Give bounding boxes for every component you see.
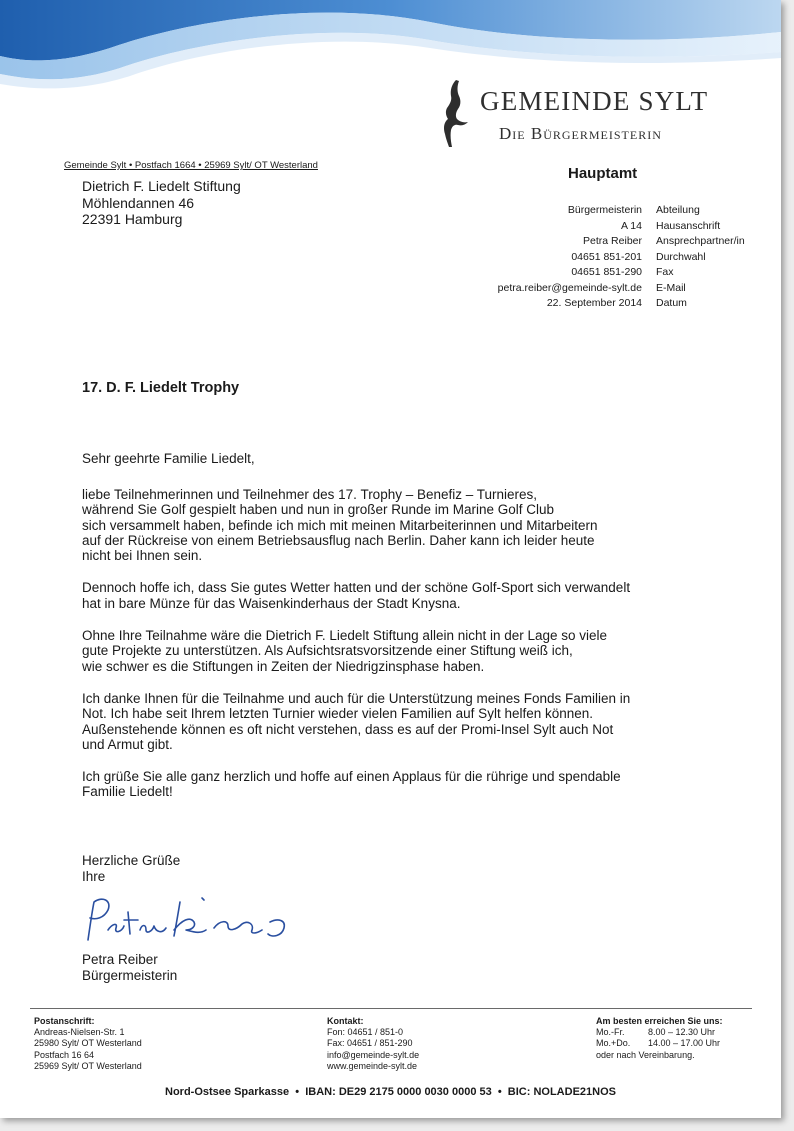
info-row bbox=[470, 265, 745, 281]
recipient-line: Möhlendannen 46 bbox=[82, 194, 195, 211]
body-line: Ich grüße Sie alle ganz herzlich und hoffe auf einen Applaus für die rührige und spendable bbox=[82, 769, 621, 785]
closing-line: Herzliche Grüße bbox=[82, 853, 181, 868]
footer-heading: Am besten erreichen Sie uns: bbox=[596, 1016, 723, 1026]
closing-line: Ihre bbox=[82, 868, 106, 884]
info-row bbox=[470, 296, 745, 312]
salutation: Sehr geehrte Familie Liedelt, bbox=[82, 451, 255, 466]
footer-office-hours bbox=[596, 1016, 723, 1061]
info-row bbox=[470, 250, 745, 266]
letterhead-subtitle: Die Bürgermeisterin bbox=[499, 124, 662, 143]
header-wave bbox=[0, 0, 781, 95]
body-line: Außenstehende können es oft nicht verstehen, dass es auf der Promi-Insel Sylt auch Not bbox=[82, 721, 614, 737]
return-address: Gemeinde Sylt • Postfach 1664 • 25969 Sylt/ OT Westerland bbox=[64, 160, 318, 171]
bank-details: Nord-Ostsee Sparkasse • IBAN: DE29 2175 0000 0030 0000 53 • BIC: NOLADE21NOS bbox=[165, 1086, 616, 1098]
footer-line: Fax: 04651 / 851-290 bbox=[327, 1038, 413, 1049]
info-value: 22. September 2014 bbox=[546, 297, 642, 309]
hours-days: Mo.+Do. bbox=[596, 1038, 631, 1049]
footer-line: 25969 Sylt/ OT Westerland bbox=[34, 1060, 142, 1071]
hours-row bbox=[596, 1027, 723, 1038]
info-row bbox=[470, 234, 745, 250]
info-label: E-Mail bbox=[656, 281, 686, 294]
info-value: 04651 851-201 bbox=[571, 250, 642, 263]
footer-divider bbox=[30, 1008, 752, 1009]
signer-title: Bürgermeisterin bbox=[82, 967, 178, 983]
sender-info-table bbox=[470, 203, 745, 312]
body-line: Ohne Ihre Teilnahme wäre die Dietrich F. Liedelt Stiftung allein nicht in der Lage so viele bbox=[82, 628, 608, 644]
body-line: auf der Rückreise von einem Betriebsausflug nach Berlin. Daher kann ich leider heute bbox=[82, 532, 595, 548]
footer-contact bbox=[327, 1016, 419, 1072]
footer-line: Postfach 16 64 bbox=[34, 1049, 95, 1060]
body-line: Familie Liedelt! bbox=[82, 784, 173, 800]
info-row bbox=[470, 203, 745, 219]
signer bbox=[82, 952, 177, 983]
body-line: nicht bei Ihnen sein. bbox=[82, 548, 203, 564]
info-row bbox=[470, 219, 745, 235]
info-value: Bürgermeisterin bbox=[567, 204, 642, 216]
info-value: petra.reiber@gemeinde-sylt.de bbox=[497, 281, 642, 294]
recipient-address bbox=[82, 178, 241, 228]
body-paragraph bbox=[82, 487, 722, 563]
department-title: Hauptamt bbox=[568, 165, 638, 182]
info-label: Hausanschrift bbox=[656, 219, 721, 232]
handwritten-signature bbox=[82, 890, 302, 950]
body-line: liebe Teilnehmerinnen und Teilnehmer des 17. Trophy – Benefiz – Turnieres, bbox=[82, 487, 538, 502]
info-label: Durchwahl bbox=[656, 250, 706, 263]
body-line: und Armut gibt. bbox=[82, 736, 173, 752]
footer-heading: Postanschrift: bbox=[34, 1016, 95, 1026]
info-value: 04651 851-290 bbox=[571, 266, 642, 278]
letter-subject: 17. D. F. Liedelt Trophy bbox=[82, 380, 240, 396]
recipient-line: Dietrich F. Liedelt Stiftung bbox=[82, 178, 241, 194]
hours-time: 8.00 – 12.30 Uhr bbox=[648, 1027, 716, 1038]
info-row bbox=[470, 281, 745, 297]
footer-postal-address bbox=[34, 1016, 142, 1072]
info-value: A 14 bbox=[620, 219, 642, 232]
body-paragraph bbox=[82, 580, 722, 611]
recipient-line: 22391 Hamburg bbox=[82, 211, 183, 227]
sylt-island-icon bbox=[438, 78, 472, 148]
hours-days: Mo.-Fr. bbox=[596, 1027, 625, 1038]
body-line: Not. Ich habe seit Ihrem letzten Turnier wieder vielen Familien auf Sylt helfen können. bbox=[82, 706, 594, 722]
footer-heading: Kontakt: bbox=[327, 1016, 364, 1026]
hours-row bbox=[596, 1038, 723, 1049]
footer-email-link[interactable]: info@gemeinde-sylt.de bbox=[327, 1049, 420, 1060]
info-label: Datum bbox=[656, 297, 687, 309]
body-line: Dennoch hoffe ich, dass Sie gutes Wetter hatten und der schöne Golf-Sport sich verwandelt bbox=[82, 580, 631, 596]
info-label: Ansprechpartner/in bbox=[656, 235, 745, 247]
hours-note: oder nach Vereinbarung. bbox=[596, 1049, 695, 1060]
footer-line: Fon: 04651 / 851-0 bbox=[327, 1027, 404, 1038]
body-paragraph bbox=[82, 628, 722, 674]
info-label: Abteilung bbox=[656, 204, 700, 216]
info-value: Petra Reiber bbox=[583, 235, 642, 247]
body-line: sich versammelt haben, befinde ich mich mit meinen Mitarbeiterinnen und Mitarbeitern bbox=[82, 517, 598, 533]
body-paragraph bbox=[82, 691, 722, 752]
body-line: hat in bare Münze für das Waisenkinderhaus der Stadt Knysna. bbox=[82, 595, 461, 611]
body-line: wie schwer es die Stiftungen in Zeiten der Niedrigzinsphase haben. bbox=[82, 658, 485, 674]
info-label: Fax bbox=[656, 266, 674, 278]
footer-line: Andreas-Nielsen-Str. 1 bbox=[34, 1027, 125, 1038]
body-line: während Sie Golf gespielt haben und nun in großer Runde im Marine Golf Club bbox=[82, 502, 555, 518]
hours-time: 14.00 – 17.00 Uhr bbox=[648, 1038, 721, 1049]
body-line: gute Projekte zu unterstützen. Als Aufsichtsratsvorsitzende einer Stiftung weiß ich, bbox=[82, 643, 573, 659]
letterhead-title: GEMEINDE SYLT bbox=[480, 86, 709, 116]
body-paragraph bbox=[82, 769, 722, 800]
signer-name: Petra Reiber bbox=[82, 952, 158, 967]
closing bbox=[82, 853, 180, 884]
footer-line: 25980 Sylt/ OT Westerland bbox=[34, 1038, 142, 1049]
letter-body bbox=[82, 487, 722, 817]
footer-website-link[interactable]: www.gemeinde-sylt.de bbox=[327, 1060, 418, 1071]
body-line: Ich danke Ihnen für die Teilnahme und auch für die Unterstützung meines Fonds Familien in bbox=[82, 690, 631, 706]
